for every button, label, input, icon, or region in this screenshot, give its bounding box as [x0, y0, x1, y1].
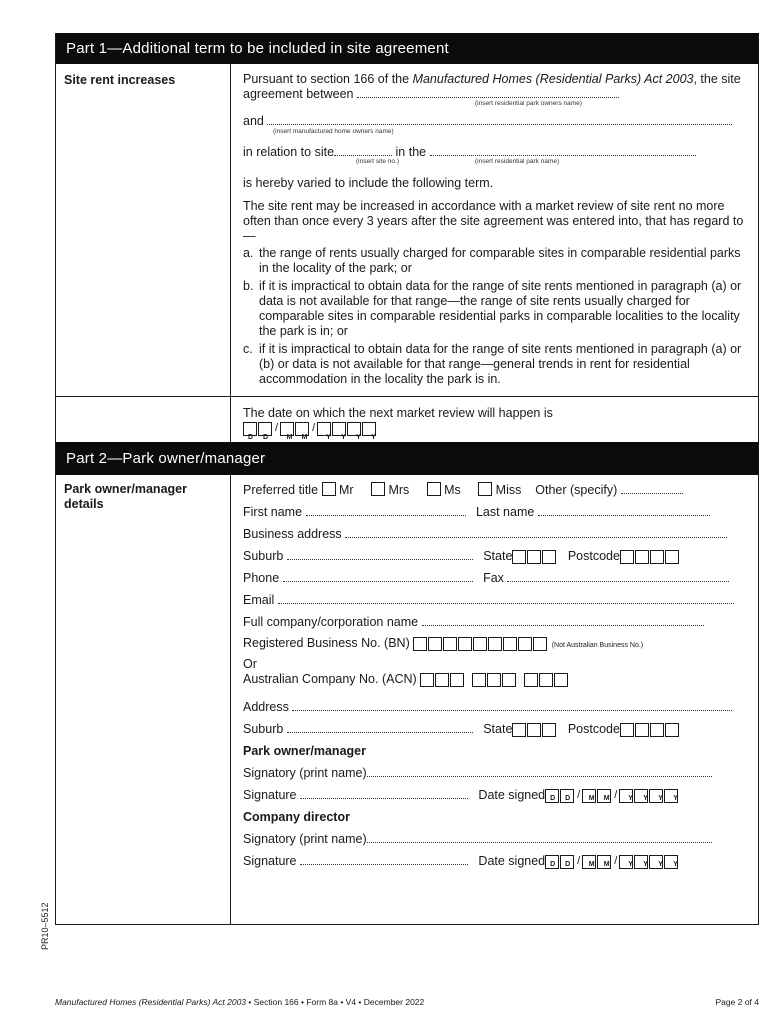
park-owner-name-field[interactable] [357, 87, 619, 98]
list-item: b. if it is impractical to obtain data for the range of site rents mentioned in paragraph (a) or data is not available for that range—the range of site rents usually charged for comparable sites in comparable residential parks in comparable localities to the locality the park is in; or [243, 279, 742, 338]
site-rent-body [231, 64, 758, 396]
signatory-line: Signatory (print name) [243, 762, 746, 784]
site-no-field[interactable] [334, 145, 392, 156]
fax-field[interactable] [507, 568, 729, 582]
review-row [56, 397, 758, 442]
site-line: in relation to site in the [243, 145, 746, 160]
address-field[interactable] [292, 697, 732, 711]
suburb2-field[interactable] [287, 719, 473, 733]
owner-heading: Park owner/manager [243, 744, 366, 758]
review-label-empty [56, 397, 231, 442]
director-heading: Company director [243, 810, 350, 824]
form-table [55, 33, 759, 925]
park-owner-body [231, 475, 758, 924]
and-line: and [243, 114, 746, 129]
intro-paragraph: Pursuant to section 166 of the Manufactured Homes (Residential Parks) Act 2003, the site agreement between [243, 72, 741, 101]
park-owner-label: Park owner/manager details [56, 475, 231, 924]
form-code: PR10–5512 [40, 902, 50, 950]
signatory2-field[interactable] [367, 829, 712, 843]
signatory2-line: Signatory (print name) [243, 828, 746, 850]
company-name-field[interactable] [422, 612, 704, 626]
review-text: The date on which the next market review will happen is [243, 406, 553, 420]
list-item: c. if it is impractical to obtain data for the range of site rents mentioned in paragraph (a) or (b) or data is not available for that range—general trends in rent for residential accommodation in the locality the park is in. [243, 342, 742, 386]
business-address-field[interactable] [345, 524, 727, 538]
bn-boxes[interactable] [413, 637, 548, 657]
bn-note: (Not Australian Business No.) [551, 642, 644, 649]
act-name: Manufactured Homes (Residential Parks) Act 2003 [412, 72, 694, 86]
checkbox-ms[interactable] [427, 482, 441, 496]
home-owner-name-field[interactable] [267, 114, 732, 125]
site-rent-row [56, 64, 758, 397]
address-line: Address [243, 696, 746, 718]
email-field[interactable] [278, 590, 734, 604]
rent-paragraph: The site rent may be increased in accordance with a market review of site rent no more often than once every 3 years after the site agreement was entered into, that has regard to— [243, 199, 744, 243]
part2-header: Part 2—Park owner/manager [56, 442, 758, 475]
hint-park-name: (insert residential park name) [475, 158, 560, 165]
park-owner-row [56, 475, 758, 924]
signature2-line: Signature Date signed / / D D M M Y Y Y Y [243, 850, 746, 872]
acn-boxes[interactable] [420, 673, 465, 693]
acn-line: Australian Company No. (ACN) [243, 671, 746, 693]
checkbox-miss[interactable] [478, 482, 492, 496]
company-name-line: Full company/corporation name [243, 611, 746, 633]
email-line: Email [243, 589, 746, 611]
postcode2-boxes[interactable] [620, 723, 680, 746]
footer-meta: • Section 166 • Form 8a • V4 • December 2022 [246, 997, 425, 1007]
hint-site-no: (insert site no.) [356, 158, 399, 165]
suburb-field[interactable] [287, 546, 473, 560]
site-rent-label: Site rent increases [56, 64, 231, 396]
title-line: Preferred title Mr Mrs Ms Miss Other (specify) [243, 479, 746, 501]
checkbox-mr[interactable] [322, 482, 336, 496]
date-format-labels: D D M M Y Y Y Y [550, 861, 678, 868]
hint-home-owner: (insert manufactured home owners name) [273, 128, 394, 135]
suburb-line: Suburb State Postcode [243, 545, 746, 567]
page-number: Page 2 of 4 [715, 997, 759, 1007]
signature-field[interactable] [300, 785, 468, 799]
phone-field[interactable] [283, 568, 473, 582]
or-text: Or [243, 657, 257, 671]
phone-line: Phone Fax [243, 567, 746, 589]
business-address-line: Business address [243, 523, 746, 545]
suburb2-line: Suburb State Postcode [243, 718, 746, 740]
page-footer [55, 997, 759, 1007]
varied-text: is hereby varied to include the following term. [243, 176, 494, 190]
bn-line: Registered Business No. (BN) (Not Australian Business No.) [243, 636, 746, 657]
first-name-field[interactable] [306, 502, 466, 516]
part1-header: Part 1—Additional term to be included in site agreement [56, 33, 758, 64]
state2-boxes[interactable] [512, 723, 557, 746]
hint-owner: (insert residential park owners name) [475, 100, 582, 107]
date-signed-boxes[interactable]: / / D D M M Y Y Y Y [545, 784, 679, 812]
other-title-field[interactable] [621, 480, 683, 494]
signatory-field[interactable] [367, 763, 712, 777]
signature-line: Signature Date signed / / D D M M Y Y Y Y [243, 784, 746, 806]
list-item: a. the range of rents usually charged for comparable sites in comparable residential parks in the locality of the park; or [243, 246, 741, 275]
checkbox-mrs[interactable] [371, 482, 385, 496]
footer-left [55, 997, 424, 1007]
review-date[interactable]: / / D D M M Y Y Y Y [243, 421, 377, 436]
signature2-field[interactable] [300, 851, 468, 865]
date-format-labels: D D M M Y Y Y Y [550, 795, 678, 802]
date-format-labels: D D M M Y Y Y Y [247, 434, 376, 441]
park-name-field[interactable] [430, 145, 696, 156]
name-line: First name Last name [243, 501, 746, 523]
footer-act: Manufactured Homes (Residential Parks) Act 2003 [55, 997, 247, 1007]
date-signed2-boxes[interactable]: / / D D M M Y Y Y Y [545, 850, 679, 878]
review-body [231, 397, 758, 442]
table-bottom-rule [56, 924, 758, 925]
last-name-field[interactable] [538, 502, 710, 516]
